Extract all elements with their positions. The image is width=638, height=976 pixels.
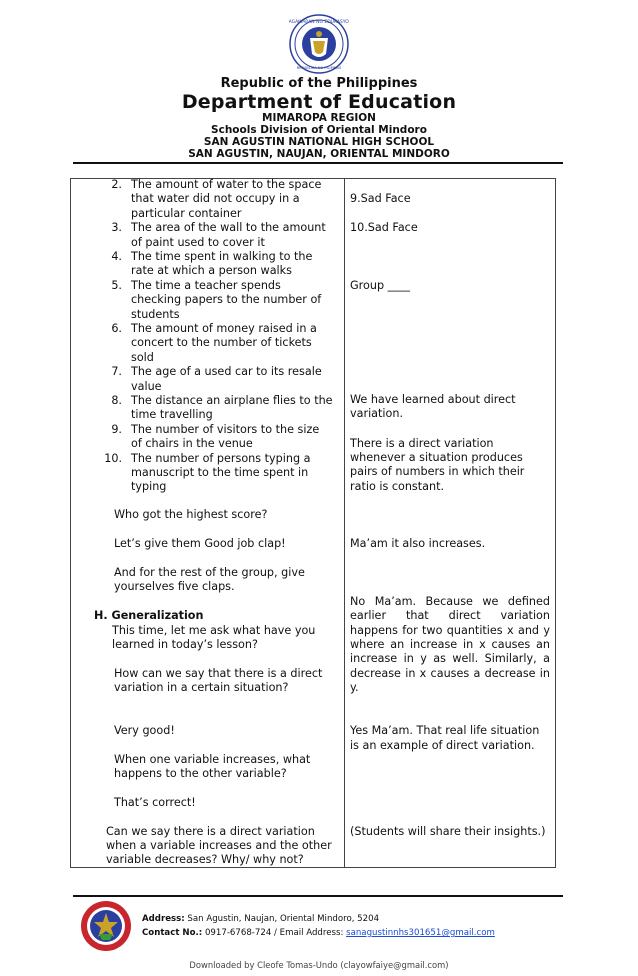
can-question-line-2: when a variable increases and the other: [106, 839, 332, 852]
division-heading: Schools Division of Oriental Mindoro: [211, 124, 427, 136]
address-value: San Agustin, Naujan, Oriental Mindoro, 5204: [184, 914, 380, 924]
list-item-line: The age of a used car to its resale: [131, 365, 322, 379]
how-question-line-1: How can we say that there is a direct: [114, 667, 323, 680]
list-item-line: manuscript to the time spent in: [131, 465, 309, 479]
list-item-line: rate at which a person walks: [131, 264, 292, 278]
list-item-line: The amount of money raised in a: [131, 322, 317, 335]
deped-seal-logo: [289, 14, 349, 74]
highest-score-question: Who got the highest score?: [114, 508, 268, 521]
list-item-line: concert to the number of tickets: [131, 336, 312, 350]
department-heading: Department of Education: [181, 91, 457, 113]
no-answer-line-2: earlier that direct variation: [350, 609, 550, 622]
list-item-line: The time spent in walking to the: [131, 250, 313, 263]
group-blank: Group ____: [350, 279, 410, 292]
list-item-number: 9.: [111, 422, 122, 436]
generalization-line-2: learned in today’s lesson?: [112, 638, 258, 651]
school-heading: SAN AGUSTIN NATIONAL HIGH SCHOOL: [203, 136, 435, 148]
list-item-line: checking papers to the number of: [131, 293, 322, 307]
header-divider: [73, 162, 563, 164]
no-answer-line-5: increase in y as well. Similarly, a: [350, 652, 550, 665]
no-answer-line-3: happens for two quantities x and y: [350, 624, 550, 637]
downloaded-by-note: Downloaded by Cleofe Tomas-Undo (clayowfaiye@gmail.com): [189, 960, 449, 970]
list-item-line: The distance an airplane flies to the: [131, 394, 333, 407]
list-item-line: value: [131, 379, 162, 393]
learned-line-2: variation.: [350, 407, 404, 420]
contact-line: [142, 928, 495, 938]
contact-value: 0917-6768-724 / Email Address:: [202, 928, 347, 938]
list-item-line: of paint used to cover it: [131, 235, 265, 249]
definition-line-2: whenever a situation produces: [350, 451, 523, 464]
region-heading: MIMAROPA REGION: [262, 112, 376, 124]
footer-divider: [73, 895, 563, 897]
address-line: [142, 914, 379, 924]
list-item-number: 10.: [104, 451, 122, 465]
definition-line-1: There is a direct variation: [350, 437, 494, 450]
list-item-line: The time a teacher spends: [131, 278, 281, 292]
list-item-number: 5.: [111, 278, 122, 292]
list-item-line: sold: [131, 350, 154, 364]
how-question-line-2: variation in a certain situation?: [114, 681, 289, 694]
no-answer-line-6: decrease in x causes a decrease in: [350, 667, 550, 680]
generalization-heading: H. Generalization: [94, 609, 204, 622]
list-item-line: time travelling: [131, 408, 213, 422]
seal-bottom-text: REPUBLIKA NG PILIPINAS: [296, 66, 342, 70]
list-item-number: 3.: [111, 221, 122, 235]
sad-face-10: 10.Sad Face: [350, 221, 418, 234]
list-item-line: The number of persons typing a: [131, 451, 311, 465]
also-increases-answer: Ma’am it also increases.: [350, 537, 486, 550]
can-question-line-3: variable decreases? Why/ why not?: [106, 853, 304, 866]
seal-ring-text: KAGAWARAN NG EDUKASYON: [289, 20, 349, 25]
no-answer-line-7: y.: [350, 681, 359, 694]
list-item-line: typing: [131, 480, 167, 494]
good-job-text: Let’s give them Good job clap!: [114, 537, 286, 550]
republic-heading: Republic of the Philippines: [220, 76, 418, 91]
sad-face-9: 9.Sad Face: [350, 192, 411, 205]
location-heading: SAN AGUSTIN, NAUJAN, ORIENTAL MINDORO: [188, 148, 450, 160]
list-item-number: 7.: [111, 365, 122, 379]
column-divider: [344, 178, 345, 868]
when-question-line-2: happens to the other variable?: [114, 767, 287, 780]
very-good-text: Very good!: [114, 724, 175, 737]
learned-line-1: We have learned about direct: [350, 393, 516, 406]
no-answer-line-1: No Ma’am. Because we defined: [350, 595, 550, 608]
list-item-line: that water did not occupy in a: [131, 192, 300, 206]
list-item-line: students: [131, 307, 180, 321]
rest-group-line-1: And for the rest of the group, give: [114, 566, 305, 579]
no-answer-line-4: where an increase in x causes an: [350, 638, 550, 651]
list-item-line: The number of visitors to the size: [131, 422, 320, 436]
list-item-number: 4.: [111, 250, 122, 263]
generalization-line-1: This time, let me ask what have you: [112, 624, 316, 637]
can-question-line-1: Can we say there is a direct variation: [106, 825, 315, 838]
yes-answer-line-1: Yes Ma’am. That real life situation: [350, 724, 540, 737]
list-item-line: The area of the wall to the amount: [131, 221, 326, 235]
list-item-number: 6.: [111, 322, 122, 335]
school-logo: [80, 900, 132, 952]
address-label: Address:: [142, 914, 185, 924]
correct-text: That’s correct!: [114, 796, 196, 809]
list-item-line: particular container: [131, 206, 242, 220]
definition-line-4: ratio is constant.: [350, 480, 445, 493]
definition-line-3: pairs of numbers in which their: [350, 465, 525, 478]
rest-group-line-2: yourselves five claps.: [114, 580, 235, 593]
list-item-number: 8.: [111, 394, 122, 407]
when-question-line-1: When one variable increases, what: [114, 753, 311, 766]
list-item-line: The amount of water to the space: [131, 178, 322, 191]
email-link[interactable]: sanagustinnhs301651@gmail.com: [346, 928, 495, 938]
contact-label: Contact No.:: [142, 928, 203, 938]
yes-answer-line-2: is an example of direct variation.: [350, 739, 535, 752]
list-item-line: of chairs in the venue: [131, 437, 253, 451]
list-item-number: 2.: [111, 178, 122, 191]
insights-answer: (Students will share their insights.): [350, 825, 546, 838]
